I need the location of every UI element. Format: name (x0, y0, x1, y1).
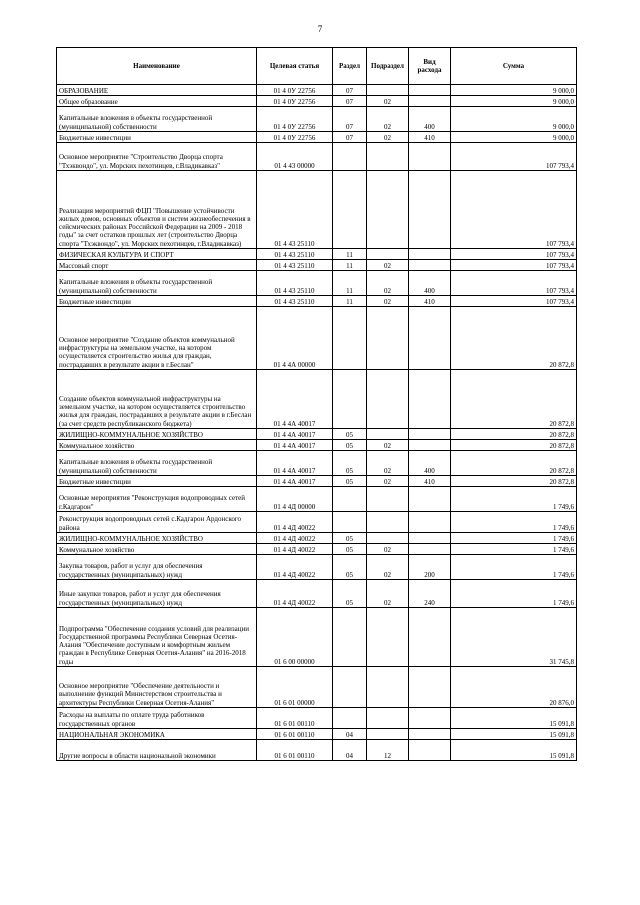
row-name: ЖИЛИЩНО-КОММУНАЛЬНОЕ ХОЗЯЙСТВО (57, 533, 257, 544)
row-subsection: 02 (367, 132, 409, 143)
row-subsection: 02 (367, 544, 409, 555)
row-sum: 20 872,8 (451, 476, 577, 487)
budget-table (56, 47, 577, 761)
header-name: Наименование (57, 48, 257, 85)
table-header-row (57, 48, 577, 85)
row-name: Подпрограмма "Обеспечение создания условий для реализации Государственной программы Республики Северная Осетия-Алания "Обеспечение доступным и комфортным жильем граждан в Республике Северная Осетия-Алания" на 2016-2018 годы (57, 608, 257, 667)
row-subsection (367, 143, 409, 171)
row-section (333, 487, 367, 512)
row-subsection (367, 429, 409, 440)
table-row (57, 85, 577, 96)
row-target-code: 01 6 01 00110 (257, 740, 333, 761)
page-number: 7 (317, 24, 323, 34)
row-subsection: 02 (367, 451, 409, 476)
row-expense-type (409, 440, 451, 451)
row-expense-type (409, 667, 451, 708)
row-sum: 107 793,4 (451, 171, 577, 249)
row-subsection: 02 (367, 476, 409, 487)
row-name: Основное мероприятие "Создание объектов коммунальной инфраструктуры на земельном участке, на котором осуществляется строительство жилья для граждан, пострадавших в результате акции в г.Беслан" (57, 307, 257, 370)
row-section (333, 143, 367, 171)
row-sum: 1 749,6 (451, 544, 577, 555)
row-section: 05 (333, 451, 367, 476)
row-expense-type: 410 (409, 132, 451, 143)
row-target-code: 01 6 01 00110 (257, 708, 333, 729)
row-name: Коммунальное хозяйство (57, 544, 257, 555)
row-expense-type: 410 (409, 296, 451, 307)
row-section: 05 (333, 440, 367, 451)
row-section: 11 (333, 260, 367, 271)
row-sum: 15 091,8 (451, 708, 577, 729)
row-sum: 20 872,8 (451, 429, 577, 440)
row-target-code: 01 4 4Д 00000 (257, 487, 333, 512)
row-sum: 9 000,0 (451, 85, 577, 96)
row-name: Массовый спорт (57, 260, 257, 271)
row-target-code: 01 4 43 25110 (257, 171, 333, 249)
table-row (57, 96, 577, 107)
table-row (57, 708, 577, 729)
row-target-code: 01 6 01 00000 (257, 667, 333, 708)
row-name: Реализация мероприятий ФЦП "Повышение устойчивости жилых домов, основных объектов и систем жизнеобеспечения в сейсмических районах Российской Федерации на 2009 - 2018 годы" за счет остатков прошлых лет (строительство Дворца спорта "Тхэквондо", ул. Морских пехотинцев, г.Владикавказ) (57, 171, 257, 249)
row-expense-type (409, 533, 451, 544)
row-section: 05 (333, 533, 367, 544)
row-subsection: 02 (367, 296, 409, 307)
row-sum: 107 793,4 (451, 271, 577, 296)
row-subsection: 02 (367, 271, 409, 296)
row-subsection: 02 (367, 260, 409, 271)
row-section: 11 (333, 296, 367, 307)
row-section (333, 370, 367, 429)
row-target-code: 01 4 43 25110 (257, 249, 333, 260)
row-name: Бюджетные инвестиции (57, 476, 257, 487)
row-section: 05 (333, 555, 367, 580)
row-expense-type (409, 96, 451, 107)
row-name: Другие вопросы в области национальной экономики (57, 740, 257, 761)
row-subsection: 02 (367, 440, 409, 451)
table-row (57, 143, 577, 171)
header-sum: Сумма (451, 48, 577, 85)
row-name: Закупка товаров, работ и услуг для обеспечения государственных (муниципальных) нужд (57, 555, 257, 580)
row-section (333, 307, 367, 370)
row-expense-type: 400 (409, 107, 451, 132)
row-sum: 15 091,8 (451, 740, 577, 761)
row-target-code: 01 4 4Д 40022 (257, 580, 333, 608)
row-subsection: 02 (367, 580, 409, 608)
row-target-code: 01 4 4Д 40022 (257, 544, 333, 555)
table-row (57, 667, 577, 708)
row-sum: 20 872,8 (451, 370, 577, 429)
row-name: НАЦИОНАЛЬНАЯ ЭКОНОМИКА (57, 729, 257, 740)
row-name: Капитальные вложения в объекты государственной (муниципальной) собственности (57, 107, 257, 132)
row-section: 07 (333, 96, 367, 107)
row-expense-type: 410 (409, 476, 451, 487)
row-sum: 107 793,4 (451, 260, 577, 271)
row-name: Основные мероприятия "Реконструкция водопроводных сетей г.Кадгарон" (57, 487, 257, 512)
row-section: 11 (333, 271, 367, 296)
row-section: 05 (333, 476, 367, 487)
row-expense-type (409, 171, 451, 249)
row-target-code: 01 6 01 00110 (257, 729, 333, 740)
row-sum: 20 876,0 (451, 667, 577, 708)
table-row (57, 370, 577, 429)
row-sum: 1 749,6 (451, 512, 577, 533)
row-subsection (367, 729, 409, 740)
row-section (333, 608, 367, 667)
row-expense-type (409, 544, 451, 555)
row-sum: 107 793,4 (451, 296, 577, 307)
header-type: Вид расхода (409, 48, 451, 85)
row-subsection: 02 (367, 96, 409, 107)
table-row (57, 533, 577, 544)
row-name: Расходы на выплаты по оплате труда работников государственных органов (57, 708, 257, 729)
row-name: Капитальные вложения в объекты государственной (муниципальной) собственности (57, 271, 257, 296)
row-target-code: 01 4 43 25110 (257, 296, 333, 307)
row-section: 04 (333, 729, 367, 740)
table-row (57, 249, 577, 260)
table-row (57, 476, 577, 487)
table-row (57, 429, 577, 440)
row-expense-type (409, 260, 451, 271)
row-expense-type (409, 370, 451, 429)
table-row (57, 580, 577, 608)
row-target-code: 01 4 0У 22756 (257, 85, 333, 96)
row-subsection (367, 533, 409, 544)
row-subsection: 02 (367, 555, 409, 580)
row-target-code: 01 4 4А 40017 (257, 451, 333, 476)
row-section: 07 (333, 107, 367, 132)
row-subsection (367, 708, 409, 729)
row-expense-type (409, 740, 451, 761)
row-section (333, 708, 367, 729)
table-row (57, 487, 577, 512)
row-expense-type (409, 608, 451, 667)
table-row (57, 296, 577, 307)
row-name: Создание объектов коммунальной инфраструктуры на земельном участке, на котором осуществляется строительство жилья для граждан, пострадавших в результате акции в г.Беслан (за счет средств республиканского бюджета) (57, 370, 257, 429)
row-target-code: 01 4 0У 22756 (257, 107, 333, 132)
table-row (57, 512, 577, 533)
row-target-code: 01 4 43 25110 (257, 271, 333, 296)
row-subsection (367, 608, 409, 667)
row-sum: 20 872,8 (451, 451, 577, 476)
row-expense-type: 240 (409, 580, 451, 608)
row-section: 05 (333, 580, 367, 608)
row-section: 05 (333, 544, 367, 555)
row-name: Основное мероприятие "Обеспечение деятельности и выполнение функций Министерством строительства и архитектуры Республики Северная Осетия-Алания" (57, 667, 257, 708)
row-expense-type (409, 143, 451, 171)
row-subsection (367, 85, 409, 96)
row-section (333, 667, 367, 708)
header-target: Целевая статья (257, 48, 333, 85)
table-row (57, 544, 577, 555)
row-target-code: 01 4 0У 22756 (257, 96, 333, 107)
row-target-code: 01 4 4А 40017 (257, 476, 333, 487)
row-expense-type: 400 (409, 271, 451, 296)
table-row (57, 555, 577, 580)
row-target-code: 01 4 4А 40017 (257, 440, 333, 451)
row-name: ЖИЛИЩНО-КОММУНАЛЬНОЕ ХОЗЯЙСТВО (57, 429, 257, 440)
row-target-code: 01 4 4Д 40022 (257, 512, 333, 533)
row-name: Капитальные вложения в объекты государственной (муниципальной) собственности (57, 451, 257, 476)
row-name: ФИЗИЧЕСКАЯ КУЛЬТУРА И СПОРТ (57, 249, 257, 260)
row-target-code: 01 4 43 25110 (257, 260, 333, 271)
row-sum: 20 872,8 (451, 307, 577, 370)
table-row (57, 451, 577, 476)
row-name: ОБРАЗОВАНИЕ (57, 85, 257, 96)
row-sum: 107 793,4 (451, 249, 577, 260)
row-name: Коммунальное хозяйство (57, 440, 257, 451)
table-row (57, 171, 577, 249)
table-row (57, 132, 577, 143)
row-sum: 9 000,0 (451, 132, 577, 143)
table-row (57, 608, 577, 667)
table-row (57, 729, 577, 740)
row-expense-type (409, 85, 451, 96)
row-section: 04 (333, 740, 367, 761)
row-subsection (367, 307, 409, 370)
table-row (57, 260, 577, 271)
table-row (57, 440, 577, 451)
row-section: 07 (333, 132, 367, 143)
header-subsection: Подраздел (367, 48, 409, 85)
row-sum: 31 745,8 (451, 608, 577, 667)
row-sum: 15 091,8 (451, 729, 577, 740)
row-expense-type (409, 429, 451, 440)
row-expense-type (409, 708, 451, 729)
row-subsection: 02 (367, 107, 409, 132)
table-row (57, 271, 577, 296)
row-expense-type (409, 249, 451, 260)
row-expense-type (409, 487, 451, 512)
row-target-code: 01 4 0У 22756 (257, 132, 333, 143)
row-name: Бюджетные инвестиции (57, 296, 257, 307)
table-row (57, 307, 577, 370)
row-target-code: 01 4 4А 40017 (257, 370, 333, 429)
row-subsection (367, 487, 409, 512)
row-section: 05 (333, 429, 367, 440)
row-sum: 1 749,6 (451, 533, 577, 544)
row-section (333, 512, 367, 533)
row-expense-type: 400 (409, 451, 451, 476)
row-target-code: 01 6 00 00000 (257, 608, 333, 667)
row-subsection (367, 667, 409, 708)
row-section: 07 (333, 85, 367, 96)
row-target-code: 01 4 4А 00000 (257, 307, 333, 370)
row-sum: 9 000,0 (451, 96, 577, 107)
row-name: Иные закупки товаров, работ и услуг для обеспечения государственных (муниципальных) нужд (57, 580, 257, 608)
row-target-code: 01 4 4Д 40022 (257, 555, 333, 580)
row-section: 11 (333, 249, 367, 260)
row-sum: 20 872,8 (451, 440, 577, 451)
row-sum: 9 000,0 (451, 107, 577, 132)
row-sum: 1 749,6 (451, 555, 577, 580)
row-subsection (367, 370, 409, 429)
row-section (333, 171, 367, 249)
row-expense-type (409, 512, 451, 533)
row-subsection (367, 512, 409, 533)
row-subsection (367, 171, 409, 249)
row-name: Бюджетные инвестиции (57, 132, 257, 143)
row-expense-type (409, 729, 451, 740)
row-name: Основное мероприятие "Строительство Дворца спорта "Тхэквондо", ул. Морских пехотинцев, г.Владикавказ" (57, 143, 257, 171)
row-target-code: 01 4 43 00000 (257, 143, 333, 171)
row-sum: 1 749,6 (451, 487, 577, 512)
table-row (57, 107, 577, 132)
row-subsection: 12 (367, 740, 409, 761)
row-sum: 1 749,6 (451, 580, 577, 608)
row-subsection (367, 249, 409, 260)
table-row (57, 740, 577, 761)
row-expense-type (409, 307, 451, 370)
row-target-code: 01 4 4Д 40022 (257, 533, 333, 544)
row-name: Общее образование (57, 96, 257, 107)
row-sum: 107 793,4 (451, 143, 577, 171)
header-section: Раздел (333, 48, 367, 85)
row-expense-type: 200 (409, 555, 451, 580)
row-name: Реконструкция водопроводных сетей с.Кадгарон Ардонского района (57, 512, 257, 533)
row-target-code: 01 4 4А 40017 (257, 429, 333, 440)
